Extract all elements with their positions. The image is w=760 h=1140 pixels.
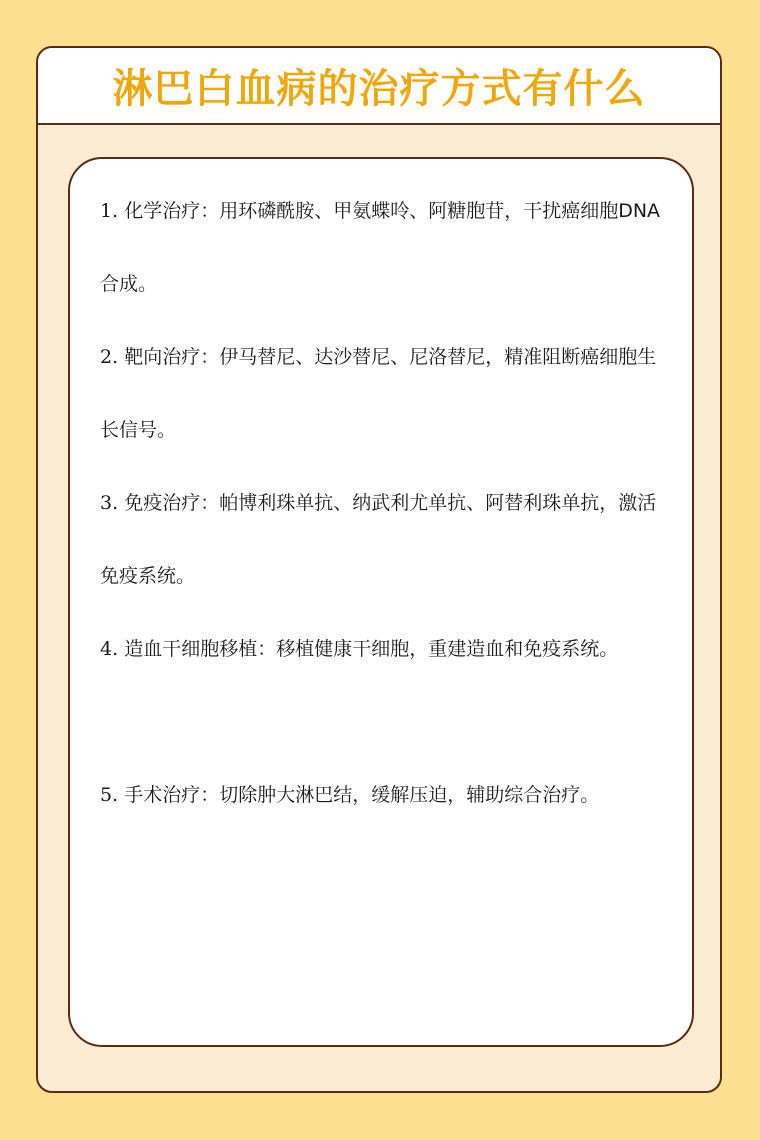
title-bar	[38, 48, 720, 125]
item-number: 2.	[100, 346, 119, 368]
item-number: 4.	[100, 638, 119, 660]
list-item	[100, 759, 662, 832]
item-text: 化学治疗：用环磷酰胺、甲氨蝶呤、阿糖胞苷，干扰癌细胞DNA合成。	[100, 200, 661, 295]
list-item	[100, 467, 662, 613]
info-card	[36, 46, 722, 1093]
page-title: 淋巴白血病的治疗方式有什么	[112, 66, 646, 112]
list-item	[100, 321, 662, 467]
list-item	[100, 175, 662, 321]
item-text: 靶向治疗：伊马替尼、达沙替尼、尼洛替尼，精准阻断癌细胞生长信号。	[100, 346, 657, 441]
item-text: 造血干细胞移植：移植健康干细胞，重建造血和免疫系统。	[124, 638, 619, 660]
list-item	[100, 613, 662, 686]
item-number: 3.	[100, 492, 119, 514]
item-number: 1.	[100, 200, 119, 222]
item-text: 免疫治疗：帕博利珠单抗、纳武利尤单抗、阿替利珠单抗，激活免疫系统。	[100, 492, 657, 587]
content-box	[68, 157, 694, 1047]
item-number: 5.	[100, 784, 119, 806]
item-text: 手术治疗：切除肿大淋巴结，缓解压迫，辅助综合治疗。	[124, 784, 600, 806]
